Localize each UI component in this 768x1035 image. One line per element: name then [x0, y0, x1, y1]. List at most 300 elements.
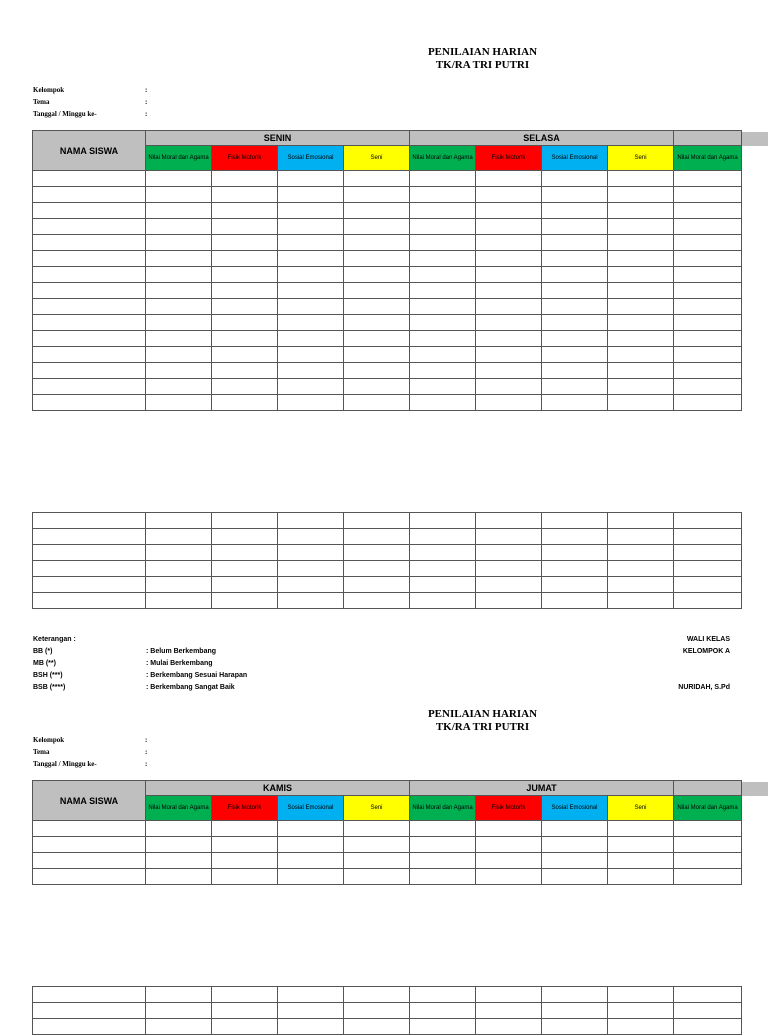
score-cell [344, 267, 410, 283]
score-cell [410, 347, 476, 363]
score-cell [674, 853, 742, 869]
score-cell [212, 251, 278, 267]
score-cell [344, 987, 410, 1003]
score-cell [212, 267, 278, 283]
header-cat-seni: Seni [608, 146, 674, 171]
score-cell [476, 513, 542, 529]
table-row [33, 363, 742, 379]
score-cell [476, 853, 542, 869]
score-cell [212, 545, 278, 561]
legend-code: BB (*) [33, 648, 53, 655]
score-cell [212, 853, 278, 869]
table-row [33, 853, 742, 869]
table-row [33, 821, 742, 837]
legend-code: BSH (***) [33, 672, 63, 679]
table-row [33, 1003, 742, 1019]
score-cell [476, 219, 542, 235]
score-cell [608, 395, 674, 411]
score-cell [278, 395, 344, 411]
student-name-cell [33, 187, 146, 203]
score-cell [344, 251, 410, 267]
score-cell [146, 219, 212, 235]
score-cell [608, 203, 674, 219]
score-cell [608, 219, 674, 235]
student-name-cell [33, 395, 146, 411]
table-row [33, 299, 742, 315]
student-name-cell [33, 219, 146, 235]
score-cell [674, 251, 742, 267]
score-cell [278, 203, 344, 219]
score-cell [410, 251, 476, 267]
score-cell [608, 545, 674, 561]
header-cat-moral: Nilai Moral dan Agama [674, 796, 742, 821]
score-cell [212, 203, 278, 219]
score-cell [212, 283, 278, 299]
score-cell [278, 171, 344, 187]
score-cell [608, 315, 674, 331]
score-cell [608, 513, 674, 529]
score-cell [278, 987, 344, 1003]
score-cell [146, 251, 212, 267]
score-cell [278, 529, 344, 545]
doc-title-line2: TK/RA TRI PUTRI [435, 721, 530, 733]
table-row [33, 331, 742, 347]
score-cell [344, 577, 410, 593]
score-cell [410, 203, 476, 219]
score-cell [410, 593, 476, 609]
header-cat-seni: Seni [344, 146, 410, 171]
signature-role: WALI KELAS [686, 636, 730, 643]
score-cell [542, 283, 608, 299]
score-cell [608, 283, 674, 299]
score-cell [608, 869, 674, 885]
score-cell [674, 593, 742, 609]
score-cell [146, 187, 212, 203]
student-name-cell [33, 171, 146, 187]
score-cell [212, 869, 278, 885]
score-cell [542, 187, 608, 203]
score-cell [674, 315, 742, 331]
score-cell [278, 869, 344, 885]
score-cell [410, 395, 476, 411]
score-cell [212, 299, 278, 315]
score-cell [542, 379, 608, 395]
score-cell [344, 347, 410, 363]
table-row [33, 513, 742, 529]
score-cell [542, 577, 608, 593]
score-cell [674, 363, 742, 379]
score-cell [608, 363, 674, 379]
score-cell [542, 331, 608, 347]
score-cell [344, 219, 410, 235]
score-cell [674, 869, 742, 885]
score-cell [674, 283, 742, 299]
legend-heading: Keterangan : [33, 636, 76, 643]
student-name-cell [33, 379, 146, 395]
score-cell [146, 395, 212, 411]
score-cell [542, 203, 608, 219]
score-cell [476, 379, 542, 395]
score-cell [542, 853, 608, 869]
score-cell [146, 577, 212, 593]
header-day-next [674, 781, 742, 796]
score-cell [278, 315, 344, 331]
score-cell [542, 1019, 608, 1035]
student-name-cell [33, 363, 146, 379]
legend-code: MB (**) [33, 660, 56, 667]
student-name-cell [33, 1019, 146, 1035]
score-cell [542, 395, 608, 411]
header-cat-moral: Nilai Moral dan Agama [674, 146, 742, 171]
score-cell [278, 187, 344, 203]
header-cat-moral: Nilai Moral dan Agama [410, 796, 476, 821]
header-cat-fisik: Fisik Motorik [212, 796, 278, 821]
score-cell [542, 545, 608, 561]
score-cell [410, 987, 476, 1003]
header-cat-sosial: Sosial Emosional [278, 796, 344, 821]
header-nama-siswa: NAMA SISWA [33, 781, 146, 821]
table-row [33, 561, 742, 577]
table-row [33, 837, 742, 853]
table-row [33, 235, 742, 251]
score-cell [476, 363, 542, 379]
score-cell [146, 299, 212, 315]
student-name-cell [33, 203, 146, 219]
score-cell [542, 821, 608, 837]
score-cell [410, 315, 476, 331]
legend-desc: : Berkembang Sangat Baik [146, 684, 235, 691]
assessment-table-top [32, 130, 742, 411]
score-cell [212, 561, 278, 577]
score-cell [212, 347, 278, 363]
score-cell [410, 821, 476, 837]
table-row [33, 219, 742, 235]
score-cell [542, 299, 608, 315]
score-cell [674, 219, 742, 235]
score-cell [344, 821, 410, 837]
score-cell [476, 187, 542, 203]
score-cell [278, 593, 344, 609]
score-cell [146, 545, 212, 561]
score-cell [278, 561, 344, 577]
score-cell [344, 283, 410, 299]
score-cell [476, 283, 542, 299]
score-cell [278, 235, 344, 251]
student-name-cell [33, 347, 146, 363]
score-cell [146, 593, 212, 609]
score-cell [410, 545, 476, 561]
score-cell [410, 513, 476, 529]
score-cell [476, 299, 542, 315]
score-cell [146, 513, 212, 529]
table-row [33, 379, 742, 395]
table-row [33, 347, 742, 363]
score-cell [542, 837, 608, 853]
header-cat-moral: Nilai Moral dan Agama [410, 146, 476, 171]
score-cell [146, 821, 212, 837]
score-cell [476, 987, 542, 1003]
score-cell [344, 513, 410, 529]
score-cell [278, 379, 344, 395]
score-cell [278, 331, 344, 347]
student-name-cell [33, 331, 146, 347]
score-cell [278, 837, 344, 853]
score-cell [674, 987, 742, 1003]
score-cell [344, 203, 410, 219]
score-cell [146, 869, 212, 885]
score-cell [146, 235, 212, 251]
score-cell [212, 987, 278, 1003]
score-cell [542, 561, 608, 577]
score-cell [476, 251, 542, 267]
meta-kelompok-label: Kelompok [33, 86, 65, 94]
student-name-cell [33, 315, 146, 331]
legend-desc: : Belum Berkembang [146, 648, 217, 655]
score-cell [212, 577, 278, 593]
score-cell [278, 267, 344, 283]
score-cell [674, 837, 742, 853]
score-cell [542, 869, 608, 885]
table-row [33, 1019, 742, 1035]
meta-tanggal-label: Tanggal / Minggu ke- [33, 760, 97, 768]
score-cell [476, 821, 542, 837]
score-cell [344, 529, 410, 545]
score-cell [146, 331, 212, 347]
student-name-cell [33, 821, 146, 837]
header-cat-sosial: Sosial Emosional [278, 146, 344, 171]
meta-tema-label: Tema [33, 98, 50, 106]
table-row [33, 187, 742, 203]
table-row [33, 171, 742, 187]
doc-title [0, 46, 768, 72]
score-cell [476, 235, 542, 251]
score-cell [146, 203, 212, 219]
score-cell [146, 837, 212, 853]
table-row [33, 545, 742, 561]
student-name-cell [33, 987, 146, 1003]
score-cell [476, 267, 542, 283]
score-cell [278, 513, 344, 529]
score-cell [608, 593, 674, 609]
student-name-cell [33, 529, 146, 545]
score-cell [542, 1003, 608, 1019]
score-cell [344, 395, 410, 411]
doc-title-line1: PENILAIAN HARIAN [427, 708, 538, 720]
score-cell [146, 267, 212, 283]
student-name-cell [33, 837, 146, 853]
legend-desc: : Berkembang Sesuai Harapan [146, 672, 248, 679]
score-cell [608, 529, 674, 545]
score-cell [344, 331, 410, 347]
score-cell [410, 837, 476, 853]
score-cell [476, 171, 542, 187]
table-row [33, 577, 742, 593]
legend-code: BSB (****) [33, 684, 66, 691]
student-name-cell [33, 593, 146, 609]
score-cell [674, 529, 742, 545]
score-cell [146, 529, 212, 545]
score-cell [146, 987, 212, 1003]
table-row [33, 593, 742, 609]
score-cell [608, 251, 674, 267]
score-cell [146, 315, 212, 331]
header-cat-sosial: Sosial Emosional [542, 146, 608, 171]
table-row [33, 315, 742, 331]
score-cell [674, 577, 742, 593]
header-cat-fisik: Fisik Motorik [212, 146, 278, 171]
legend-desc: : Mulai Berkembang [146, 660, 213, 667]
student-name-cell [33, 299, 146, 315]
score-cell [344, 171, 410, 187]
score-cell [344, 545, 410, 561]
score-cell [410, 379, 476, 395]
score-cell [146, 363, 212, 379]
meta-kelompok-label: Kelompok [33, 736, 65, 744]
score-cell [674, 1003, 742, 1019]
score-cell [542, 235, 608, 251]
student-name-cell [33, 545, 146, 561]
header-cat-fisik: Fisik Motorik [476, 796, 542, 821]
score-cell [146, 561, 212, 577]
score-cell [212, 219, 278, 235]
score-cell [410, 283, 476, 299]
header-day-jumat: JUMAT [410, 781, 674, 796]
score-cell [410, 561, 476, 577]
score-cell [278, 821, 344, 837]
student-name-cell [33, 267, 146, 283]
score-cell [278, 1019, 344, 1035]
header-cat-moral: Nilai Moral dan Agama [146, 796, 212, 821]
score-cell [608, 577, 674, 593]
score-cell [212, 821, 278, 837]
header-cat-seni: Seni [344, 796, 410, 821]
score-cell [542, 987, 608, 1003]
score-cell [674, 235, 742, 251]
score-cell [410, 331, 476, 347]
score-cell [278, 219, 344, 235]
score-cell [344, 187, 410, 203]
score-cell [410, 853, 476, 869]
score-cell [146, 853, 212, 869]
score-cell [476, 561, 542, 577]
score-cell [212, 593, 278, 609]
assessment-table-sheet2-lower [32, 986, 742, 1035]
score-cell [674, 171, 742, 187]
score-cell [344, 379, 410, 395]
score-cell [608, 853, 674, 869]
score-cell [212, 187, 278, 203]
score-cell [212, 395, 278, 411]
score-cell [278, 251, 344, 267]
score-cell [212, 1019, 278, 1035]
score-cell [410, 299, 476, 315]
signature-group: KELOMPOK A [682, 648, 730, 655]
score-cell [344, 1019, 410, 1035]
score-cell [476, 395, 542, 411]
header-cat-moral: Nilai Moral dan Agama [146, 146, 212, 171]
student-name-cell [33, 869, 146, 885]
score-cell [542, 593, 608, 609]
table-row [33, 987, 742, 1003]
score-cell [608, 331, 674, 347]
doc-title-line1: PENILAIAN HARIAN [427, 46, 538, 58]
score-cell [476, 593, 542, 609]
score-cell [608, 187, 674, 203]
score-cell [608, 235, 674, 251]
score-cell [410, 1003, 476, 1019]
signature-name: NURIDAH, S.Pd [678, 684, 730, 691]
score-cell [608, 987, 674, 1003]
score-cell [674, 203, 742, 219]
score-cell [212, 837, 278, 853]
header-day-senin: SENIN [146, 131, 410, 146]
score-cell [674, 299, 742, 315]
doc-title-2 [0, 708, 768, 734]
score-cell [278, 577, 344, 593]
score-cell [410, 219, 476, 235]
doc-title-line2: TK/RA TRI PUTRI [435, 59, 530, 71]
score-cell [146, 283, 212, 299]
score-cell [608, 837, 674, 853]
score-cell [410, 267, 476, 283]
score-cell [212, 315, 278, 331]
score-cell [674, 395, 742, 411]
score-cell [542, 347, 608, 363]
header-cat-sosial: Sosial Emosional [542, 796, 608, 821]
score-cell [278, 299, 344, 315]
score-cell [674, 1019, 742, 1035]
table-row [33, 267, 742, 283]
score-cell [212, 529, 278, 545]
header-day-selasa: SELASA [410, 131, 674, 146]
score-cell [278, 853, 344, 869]
score-cell [212, 171, 278, 187]
score-cell [674, 379, 742, 395]
score-cell [410, 171, 476, 187]
score-cell [344, 235, 410, 251]
score-cell [674, 267, 742, 283]
score-cell [476, 545, 542, 561]
score-cell [344, 561, 410, 577]
table-row [33, 251, 742, 267]
score-cell [476, 869, 542, 885]
score-cell [542, 251, 608, 267]
score-cell [608, 379, 674, 395]
score-cell [476, 1019, 542, 1035]
score-cell [608, 1003, 674, 1019]
score-cell [146, 347, 212, 363]
score-cell [410, 1019, 476, 1035]
score-cell [608, 1019, 674, 1035]
table-row [33, 395, 742, 411]
score-cell [146, 171, 212, 187]
student-name-cell [33, 577, 146, 593]
score-cell [542, 267, 608, 283]
header-cat-fisik: Fisik Motorik [476, 146, 542, 171]
student-name-cell [33, 283, 146, 299]
score-cell [278, 545, 344, 561]
score-cell [476, 529, 542, 545]
score-cell [344, 363, 410, 379]
student-name-cell [33, 561, 146, 577]
score-cell [410, 187, 476, 203]
score-cell [212, 235, 278, 251]
table-row [33, 869, 742, 885]
header-day-next [674, 131, 742, 146]
score-cell [542, 513, 608, 529]
score-cell [608, 267, 674, 283]
meta-tema-label: Tema [33, 748, 50, 756]
